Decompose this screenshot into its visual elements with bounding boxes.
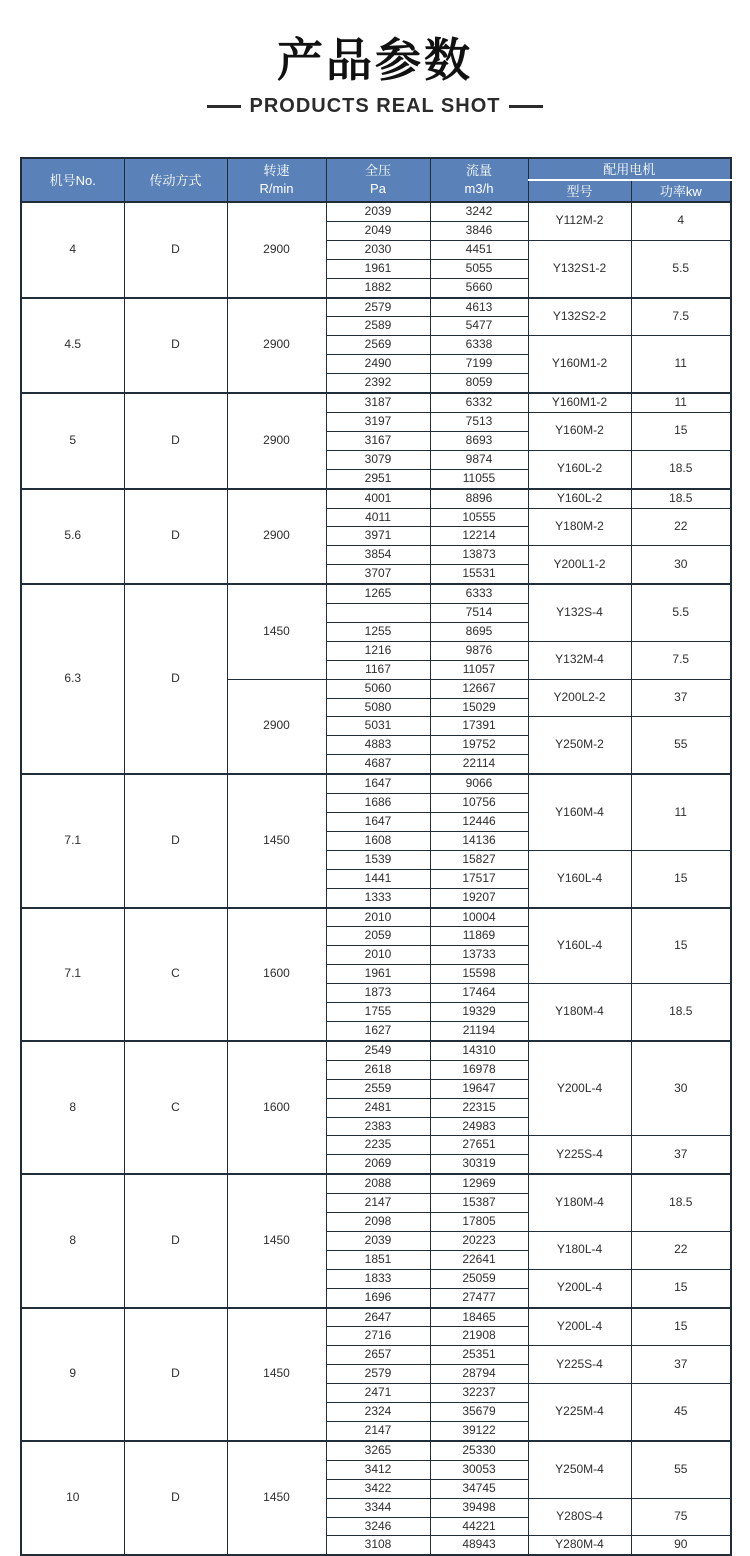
cell-pressure: 2392: [326, 374, 430, 393]
cell-flow: 14136: [430, 831, 528, 850]
cell-pressure: 2147: [326, 1194, 430, 1213]
cell-pressure: 2010: [326, 908, 430, 927]
cell-drive-mode: D: [124, 298, 227, 394]
cell-pressure: 1686: [326, 794, 430, 813]
cell-flow: 3242: [430, 202, 528, 221]
cell-flow: 30319: [430, 1155, 528, 1174]
cell-pressure: 1755: [326, 1003, 430, 1022]
header-flow-line1: 流量: [465, 163, 492, 178]
cell-speed: 1600: [227, 908, 326, 1041]
cell-pressure: 1333: [326, 888, 430, 907]
cell-pressure: 1961: [326, 965, 430, 984]
cell-speed: 1450: [227, 1441, 326, 1555]
cell-pressure: 1216: [326, 641, 430, 660]
header-flow-line2: m3/h: [464, 181, 494, 196]
cell-motor-power: 18.5: [631, 1174, 731, 1231]
cell-pressure: 3187: [326, 393, 430, 412]
cell-flow: 24983: [430, 1117, 528, 1136]
cell-motor-power: 5.5: [631, 240, 731, 297]
cell-drive-mode: D: [124, 1174, 227, 1307]
cell-speed: 2900: [227, 679, 326, 774]
cell-motor-power: 18.5: [631, 450, 731, 488]
cell-machine-no: 9: [21, 1308, 124, 1441]
cell-flow: 32237: [430, 1384, 528, 1403]
table-row: [21, 489, 731, 508]
cell-motor-model: Y132S2-2: [528, 298, 631, 336]
cell-speed: 1450: [227, 1308, 326, 1441]
cell-pressure: 2383: [326, 1117, 430, 1136]
cell-pressure: 3971: [326, 527, 430, 546]
cell-motor-model: Y200L-4: [528, 1269, 631, 1307]
cell-pressure: 4883: [326, 736, 430, 755]
cell-motor-power: 11: [631, 393, 731, 412]
cell-pressure: 2481: [326, 1098, 430, 1117]
cell-drive-mode: D: [124, 202, 227, 298]
cell-flow: 44221: [430, 1517, 528, 1536]
cell-pressure: 1961: [326, 259, 430, 278]
header-pressure: [326, 158, 430, 202]
cell-flow: 15531: [430, 565, 528, 584]
cell-flow: 8693: [430, 431, 528, 450]
cell-motor-model: Y132S-4: [528, 584, 631, 641]
cell-pressure: 3197: [326, 412, 430, 431]
cell-flow: 27651: [430, 1136, 528, 1155]
cell-flow: 16978: [430, 1060, 528, 1079]
cell-pressure: 2490: [326, 355, 430, 374]
cell-speed: 2900: [227, 489, 326, 585]
cell-speed: 1450: [227, 584, 326, 679]
cell-pressure: [326, 604, 430, 623]
cell-pressure: 1167: [326, 660, 430, 679]
cell-flow: 22641: [430, 1250, 528, 1269]
cell-pressure: 3854: [326, 546, 430, 565]
cell-machine-no: 7.1: [21, 908, 124, 1041]
cell-motor-model: Y280M-4: [528, 1536, 631, 1555]
cell-pressure: 1882: [326, 278, 430, 297]
cell-machine-no: 4: [21, 202, 124, 298]
cell-flow: 35679: [430, 1403, 528, 1422]
cell-motor-model: Y112M-2: [528, 202, 631, 240]
cell-flow: 8896: [430, 489, 528, 508]
cell-flow: 6332: [430, 393, 528, 412]
cell-flow: 11055: [430, 469, 528, 488]
cell-flow: 3846: [430, 221, 528, 240]
cell-pressure: 2010: [326, 946, 430, 965]
cell-pressure: 1265: [326, 584, 430, 603]
cell-motor-power: 15: [631, 412, 731, 450]
cell-flow: 21908: [430, 1327, 528, 1346]
cell-drive-mode: C: [124, 908, 227, 1041]
table-body: [21, 202, 731, 1555]
cell-pressure: 2069: [326, 1155, 430, 1174]
cell-flow: 25059: [430, 1269, 528, 1288]
cell-motor-model: Y225S-4: [528, 1346, 631, 1384]
cell-drive-mode: D: [124, 1308, 227, 1441]
cell-flow: 12446: [430, 813, 528, 832]
cell-flow: 17517: [430, 869, 528, 888]
table-row: [21, 1174, 731, 1193]
cell-motor-power: 15: [631, 850, 731, 907]
subtitle-dash-right: [509, 105, 543, 108]
cell-motor-model: Y225M-4: [528, 1384, 631, 1441]
cell-machine-no: 10: [21, 1441, 124, 1555]
cell-motor-power: 55: [631, 717, 731, 774]
cell-motor-model: Y180M-2: [528, 508, 631, 546]
header-flow: [430, 158, 528, 202]
cell-motor-power: 37: [631, 1346, 731, 1384]
header-speed-line2: R/min: [259, 181, 294, 196]
cell-flow: 9066: [430, 774, 528, 793]
cell-pressure: 2471: [326, 1384, 430, 1403]
table-row: [21, 202, 731, 221]
cell-flow: 22114: [430, 755, 528, 774]
cell-pressure: 4011: [326, 508, 430, 527]
cell-motor-power: 5.5: [631, 584, 731, 641]
cell-machine-no: 8: [21, 1174, 124, 1307]
cell-pressure: 4001: [326, 489, 430, 508]
cell-flow: 5660: [430, 278, 528, 297]
cell-pressure: 3079: [326, 450, 430, 469]
cell-pressure: 1647: [326, 774, 430, 793]
header-pressure-line2: Pa: [370, 181, 386, 196]
cell-motor-model: Y180M-4: [528, 1174, 631, 1231]
cell-motor-model: Y132M-4: [528, 641, 631, 679]
cell-drive-mode: D: [124, 393, 227, 489]
table-row: [21, 774, 731, 793]
cell-pressure: 1608: [326, 831, 430, 850]
cell-flow: 4451: [430, 240, 528, 259]
cell-motor-model: Y160L-4: [528, 850, 631, 907]
cell-flow: 19207: [430, 888, 528, 907]
cell-flow: 18465: [430, 1308, 528, 1327]
cell-flow: 17391: [430, 717, 528, 736]
cell-flow: 7514: [430, 604, 528, 623]
cell-pressure: 3412: [326, 1460, 430, 1479]
cell-pressure: 3422: [326, 1479, 430, 1498]
cell-machine-no: 5.6: [21, 489, 124, 585]
cell-drive-mode: D: [124, 584, 227, 774]
cell-pressure: 3344: [326, 1498, 430, 1517]
cell-flow: 27477: [430, 1288, 528, 1307]
header-speed: [227, 158, 326, 202]
cell-flow: 13873: [430, 546, 528, 565]
cell-pressure: 2098: [326, 1213, 430, 1232]
cell-flow: 4613: [430, 298, 528, 317]
cell-speed: 1450: [227, 1174, 326, 1307]
cell-motor-model: Y180M-4: [528, 984, 631, 1041]
cell-motor-model: Y200L1-2: [528, 546, 631, 584]
cell-speed: 1450: [227, 774, 326, 907]
cell-pressure: 1647: [326, 813, 430, 832]
cell-flow: 15029: [430, 698, 528, 717]
cell-pressure: 1873: [326, 984, 430, 1003]
cell-speed: 2900: [227, 298, 326, 394]
cell-flow: 30053: [430, 1460, 528, 1479]
cell-drive-mode: D: [124, 1441, 227, 1555]
header-machine-no: 机号No.: [21, 158, 124, 202]
cell-flow: 8059: [430, 374, 528, 393]
cell-machine-no: 8: [21, 1041, 124, 1174]
cell-motor-power: 22: [631, 1231, 731, 1269]
cell-motor-model: Y280S-4: [528, 1498, 631, 1536]
cell-flow: 9876: [430, 641, 528, 660]
cell-machine-no: 5: [21, 393, 124, 489]
cell-motor-power: 11: [631, 336, 731, 393]
cell-flow: 13733: [430, 946, 528, 965]
cell-drive-mode: D: [124, 489, 227, 585]
cell-motor-model: Y160M-4: [528, 774, 631, 850]
cell-pressure: 1696: [326, 1288, 430, 1307]
header-motor-group: 配用电机: [528, 158, 731, 180]
cell-machine-no: 6.3: [21, 584, 124, 774]
cell-pressure: 3108: [326, 1536, 430, 1555]
cell-pressure: 3167: [326, 431, 430, 450]
cell-speed: 2900: [227, 202, 326, 298]
cell-flow: 15598: [430, 965, 528, 984]
cell-motor-model: Y160M1-2: [528, 336, 631, 393]
cell-pressure: 1833: [326, 1269, 430, 1288]
cell-motor-power: 45: [631, 1384, 731, 1441]
header-row-top: [21, 158, 731, 180]
table-row: [21, 393, 731, 412]
cell-flow: 5477: [430, 317, 528, 336]
cell-flow: 7199: [430, 355, 528, 374]
table-row: [21, 298, 731, 317]
cell-pressure: 2039: [326, 202, 430, 221]
cell-motor-model: Y225S-4: [528, 1136, 631, 1174]
cell-motor-model: Y160M1-2: [528, 393, 631, 412]
cell-flow: 25351: [430, 1346, 528, 1365]
cell-flow: 10555: [430, 508, 528, 527]
cell-pressure: 2324: [326, 1403, 430, 1422]
cell-motor-model: Y160L-2: [528, 450, 631, 488]
cell-pressure: 2579: [326, 298, 430, 317]
cell-flow: 12667: [430, 679, 528, 698]
cell-drive-mode: C: [124, 1041, 227, 1174]
cell-motor-power: 15: [631, 1308, 731, 1346]
cell-machine-no: 4.5: [21, 298, 124, 394]
product-parameters-table: [20, 157, 732, 1556]
cell-pressure: 2147: [326, 1422, 430, 1441]
table-row: [21, 1308, 731, 1327]
cell-motor-model: Y200L-4: [528, 1041, 631, 1136]
cell-motor-model: Y132S1-2: [528, 240, 631, 297]
cell-flow: 6338: [430, 336, 528, 355]
cell-pressure: 3246: [326, 1517, 430, 1536]
cell-flow: 25330: [430, 1441, 528, 1460]
cell-flow: 19752: [430, 736, 528, 755]
cell-flow: 15387: [430, 1194, 528, 1213]
cell-flow: 10756: [430, 794, 528, 813]
cell-pressure: 2030: [326, 240, 430, 259]
table-row: [21, 1041, 731, 1060]
cell-pressure: 3707: [326, 565, 430, 584]
cell-motor-model: Y250M-2: [528, 717, 631, 774]
cell-pressure: 2559: [326, 1079, 430, 1098]
cell-flow: 22315: [430, 1098, 528, 1117]
cell-motor-power: 11: [631, 774, 731, 850]
subtitle-text: PRODUCTS REAL SHOT: [249, 95, 501, 117]
cell-flow: 20223: [430, 1231, 528, 1250]
cell-flow: 34745: [430, 1479, 528, 1498]
cell-pressure: 1255: [326, 622, 430, 641]
cell-flow: 17464: [430, 984, 528, 1003]
cell-flow: 12969: [430, 1174, 528, 1193]
cell-pressure: 2618: [326, 1060, 430, 1079]
cell-flow: 11869: [430, 927, 528, 946]
cell-flow: 5055: [430, 259, 528, 278]
cell-pressure: 2549: [326, 1041, 430, 1060]
cell-pressure: 2579: [326, 1365, 430, 1384]
cell-motor-power: 30: [631, 546, 731, 584]
table-row: [21, 908, 731, 927]
cell-motor-model: Y200L-4: [528, 1308, 631, 1346]
cell-motor-power: 22: [631, 508, 731, 546]
cell-pressure: 2569: [326, 336, 430, 355]
cell-speed: 1600: [227, 1041, 326, 1174]
cell-motor-power: 15: [631, 908, 731, 984]
cell-pressure: 2589: [326, 317, 430, 336]
cell-motor-power: 7.5: [631, 641, 731, 679]
cell-motor-power: 37: [631, 679, 731, 717]
cell-motor-model: Y180L-4: [528, 1231, 631, 1269]
cell-flow: 15827: [430, 850, 528, 869]
cell-motor-power: 75: [631, 1498, 731, 1536]
cell-pressure: 3265: [326, 1441, 430, 1460]
header-motor-power: 功率kw: [631, 180, 731, 202]
cell-pressure: 2235: [326, 1136, 430, 1155]
cell-motor-power: 90: [631, 1536, 731, 1555]
cell-motor-power: 18.5: [631, 984, 731, 1041]
cell-motor-power: 4: [631, 202, 731, 240]
cell-pressure: 1539: [326, 850, 430, 869]
cell-pressure: 2049: [326, 221, 430, 240]
header-motor-model: 型号: [528, 180, 631, 202]
cell-pressure: 5060: [326, 679, 430, 698]
cell-motor-power: 30: [631, 1041, 731, 1136]
cell-flow: 11057: [430, 660, 528, 679]
cell-flow: 7513: [430, 412, 528, 431]
cell-motor-power: 7.5: [631, 298, 731, 336]
table-header: [21, 158, 731, 202]
header-drive-mode: 传动方式: [124, 158, 227, 202]
cell-flow: 19647: [430, 1079, 528, 1098]
cell-pressure: 2647: [326, 1308, 430, 1327]
cell-pressure: 2657: [326, 1346, 430, 1365]
cell-pressure: 2088: [326, 1174, 430, 1193]
page-title: 产品参数: [277, 34, 473, 86]
cell-flow: 14310: [430, 1041, 528, 1060]
cell-motor-power: 15: [631, 1269, 731, 1307]
table-row: [21, 1441, 731, 1460]
cell-motor-model: Y160L-4: [528, 908, 631, 984]
cell-motor-model: Y200L2-2: [528, 679, 631, 717]
cell-pressure: 2039: [326, 1231, 430, 1250]
cell-flow: 8695: [430, 622, 528, 641]
cell-pressure: 5031: [326, 717, 430, 736]
cell-pressure: 1627: [326, 1021, 430, 1040]
cell-pressure: 2059: [326, 927, 430, 946]
cell-flow: 21194: [430, 1021, 528, 1040]
header-pressure-line1: 全压: [364, 163, 391, 178]
cell-flow: 39498: [430, 1498, 528, 1517]
header-speed-line1: 转速: [263, 163, 290, 178]
cell-flow: 6333: [430, 584, 528, 603]
cell-motor-power: 18.5: [631, 489, 731, 508]
cell-flow: 12214: [430, 527, 528, 546]
cell-flow: 19329: [430, 1003, 528, 1022]
cell-flow: 39122: [430, 1422, 528, 1441]
subtitle-dash-left: [207, 105, 241, 108]
cell-machine-no: 7.1: [21, 774, 124, 907]
cell-flow: 28794: [430, 1365, 528, 1384]
cell-flow: 9874: [430, 450, 528, 469]
cell-pressure: 5080: [326, 698, 430, 717]
cell-motor-power: 55: [631, 1441, 731, 1498]
cell-pressure: 4687: [326, 755, 430, 774]
cell-motor-power: 37: [631, 1136, 731, 1174]
cell-drive-mode: D: [124, 774, 227, 907]
cell-pressure: 2716: [326, 1327, 430, 1346]
cell-motor-model: Y160L-2: [528, 489, 631, 508]
cell-pressure: 1441: [326, 869, 430, 888]
page-subtitle: [0, 95, 750, 118]
cell-pressure: 1851: [326, 1250, 430, 1269]
cell-flow: 48943: [430, 1536, 528, 1555]
table-row: [21, 584, 731, 603]
cell-flow: 10004: [430, 908, 528, 927]
cell-speed: 2900: [227, 393, 326, 489]
cell-pressure: 2951: [326, 469, 430, 488]
cell-motor-model: Y250M-4: [528, 1441, 631, 1498]
cell-flow: 17805: [430, 1213, 528, 1232]
cell-motor-model: Y160M-2: [528, 412, 631, 450]
